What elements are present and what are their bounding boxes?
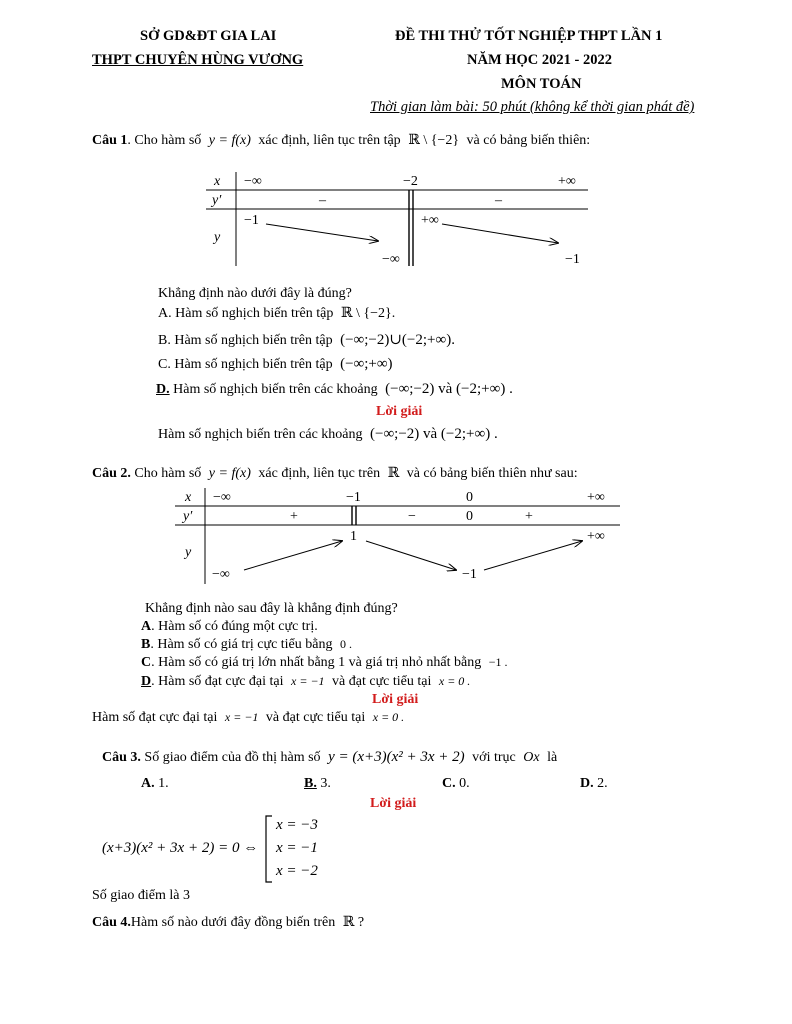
q3-root: x = −1 [276,840,318,856]
exam-title: ĐỀ THI THỬ TỐT NGHIỆP THPT LẦN 1 [395,28,663,44]
q3-solution-title: Lời giải [370,796,417,811]
q2-arrow-decreasing [366,541,456,570]
q1-option-d[interactable]: D. Hàm số nghịch biến trên các khoảng (−∞;−2) và (−2;+∞) . [156,381,513,397]
school-department: SỞ GD&ĐT GIA LAI [140,28,277,44]
q1-option-b[interactable]: B. Hàm số nghịch biến trên tập (−∞;−2)∪(−2;+∞). [158,332,455,348]
q2-arrow-increasing [244,541,342,570]
q2-domain: ℝ [387,466,400,481]
q4-stem: Câu 4.Hàm số nào dưới đây đồng biến trên ℝ ? [92,915,365,930]
q1-yp-sign: – [495,193,502,208]
q3-option-d[interactable]: D. 2. [580,776,608,791]
q2-option-a[interactable]: A. Hàm số có đúng một cực trị. [141,619,318,634]
q1-y-value: −1 [565,252,580,267]
q2-y-label: y [185,545,192,560]
q2-x-value: −1 [346,490,361,505]
q2-y-value: 1 [350,529,357,544]
q3-option-b[interactable]: B. 3. [304,776,331,791]
q3-func: y = (x+3)(x² + 3x + 2) [328,749,465,765]
q1-domain: ℝ \ {−2} [408,133,460,148]
q2-func: y = f(x) [208,466,251,481]
q2-stem: Câu 2. Cho hàm số y = f(x) xác định, liên tục trên ℝ và có bảng biến thiên như sau: [92,466,578,481]
q1-stem: Câu 1. Cho hàm số y = f(x) xác định, liên tục trên tập ℝ \ {−2} và có bảng biến thiên: [92,133,591,148]
q1-correct-key: D. [156,382,170,397]
q3-axis: Ox [523,750,540,765]
q3-root: x = −3 [276,817,318,833]
q1-x-label: x [214,174,221,189]
q1-option-a[interactable]: A. Hàm số nghịch biến trên tập ℝ \ {−2}. [158,306,396,321]
q2-option-c[interactable]: C. Hàm số có giá trị lớn nhất bằng 1 và giá trị nhỏ nhất bằng −1 . [141,655,508,670]
q2-x-value: +∞ [587,490,605,505]
subject: MÔN TOÁN [501,76,582,92]
q2-yp-sign: + [525,509,533,524]
q2-option-b[interactable]: B. Hàm số có giá trị cực tiểu bằng 0 . [141,637,352,652]
q1-func: y = f(x) [208,133,251,148]
q1-option-c[interactable]: C. Hàm số nghịch biến trên tập (−∞;+∞) [158,356,393,372]
q2-y-value: −∞ [212,567,230,582]
q1-x-value: −2 [403,174,418,189]
q3-option-a[interactable]: A. 1. [141,776,169,791]
q3-solution-bracket [266,816,272,882]
q1-prompt: Khẳng định nào dưới đây là đúng? [158,286,352,301]
q2-option-d[interactable]: D. Hàm số đạt cực đại tại x = −1 và đạt cực tiểu tại x = 0 . [141,674,471,689]
q2-yp-label: y′ [183,509,193,524]
q1-label: Câu 1 [92,133,128,148]
q4-domain: ℝ ? [342,915,365,930]
q3-option-c[interactable]: C. 0. [442,776,470,791]
q1-y-value: −∞ [382,252,400,267]
q2-x-label: x [185,490,192,505]
q2-correct-key: D [141,674,152,689]
q2-y-value: −1 [462,567,477,582]
q1-y-value: +∞ [421,213,439,228]
q2-yp-sign: − [408,509,416,524]
q3-conclusion: Số giao điểm là 3 [92,888,190,903]
q1-variation-table [206,172,588,267]
q1-y-label: y [214,230,221,245]
q3-label: Câu 3. [102,750,141,765]
school-year: NĂM HỌC 2021 - 2022 [467,52,612,68]
q1-arrow-decreasing [266,224,378,241]
q2-variation-table [175,488,620,584]
q3-root: x = −2 [276,863,318,879]
q2-solution: Hàm số đạt cực đại tại x = −1 và đạt cực tiểu tại x = 0 . [92,710,405,725]
q3-correct-key: B. [304,776,317,791]
q2-label: Câu 2. [92,466,131,481]
q2-yp-sign: 0 [466,509,473,524]
q3-stem: Câu 3. Số giao điểm của đồ thị hàm số y = (x+3)(x² + 3x + 2) với trục Ox là [102,749,558,765]
q2-y-value: +∞ [587,529,605,544]
q2-prompt: Khẳng định nào sau đây là khẳng định đúng? [145,601,398,616]
q1-arrow-decreasing [442,224,558,243]
q1-solution: Hàm số nghịch biến trên các khoảng (−∞;−2) và (−2;+∞) . [158,426,498,442]
q2-arrow-increasing [484,541,582,570]
q4-label: Câu 4. [92,915,131,930]
q1-x-value: −∞ [244,174,262,189]
q1-solution-title: Lời giải [376,404,423,419]
q1-yp-label: y′ [212,193,222,208]
time-note: Thời gian làm bài: 50 phút (không kể thời gian phát đề) [370,99,695,115]
q1-y-value: −1 [244,213,259,228]
q1-yp-sign: – [319,193,326,208]
q2-x-value: −∞ [213,490,231,505]
q2-solution-title: Lời giải [372,692,419,707]
q1-x-value: +∞ [558,174,576,189]
q3-equation: (x+3)(x² + 3x + 2) = 0 ⇔ [102,840,259,856]
q2-yp-sign: + [290,509,298,524]
school-name: THPT CHUYÊN HÙNG VƯƠNG [92,52,304,68]
q2-x-value: 0 [466,490,473,505]
